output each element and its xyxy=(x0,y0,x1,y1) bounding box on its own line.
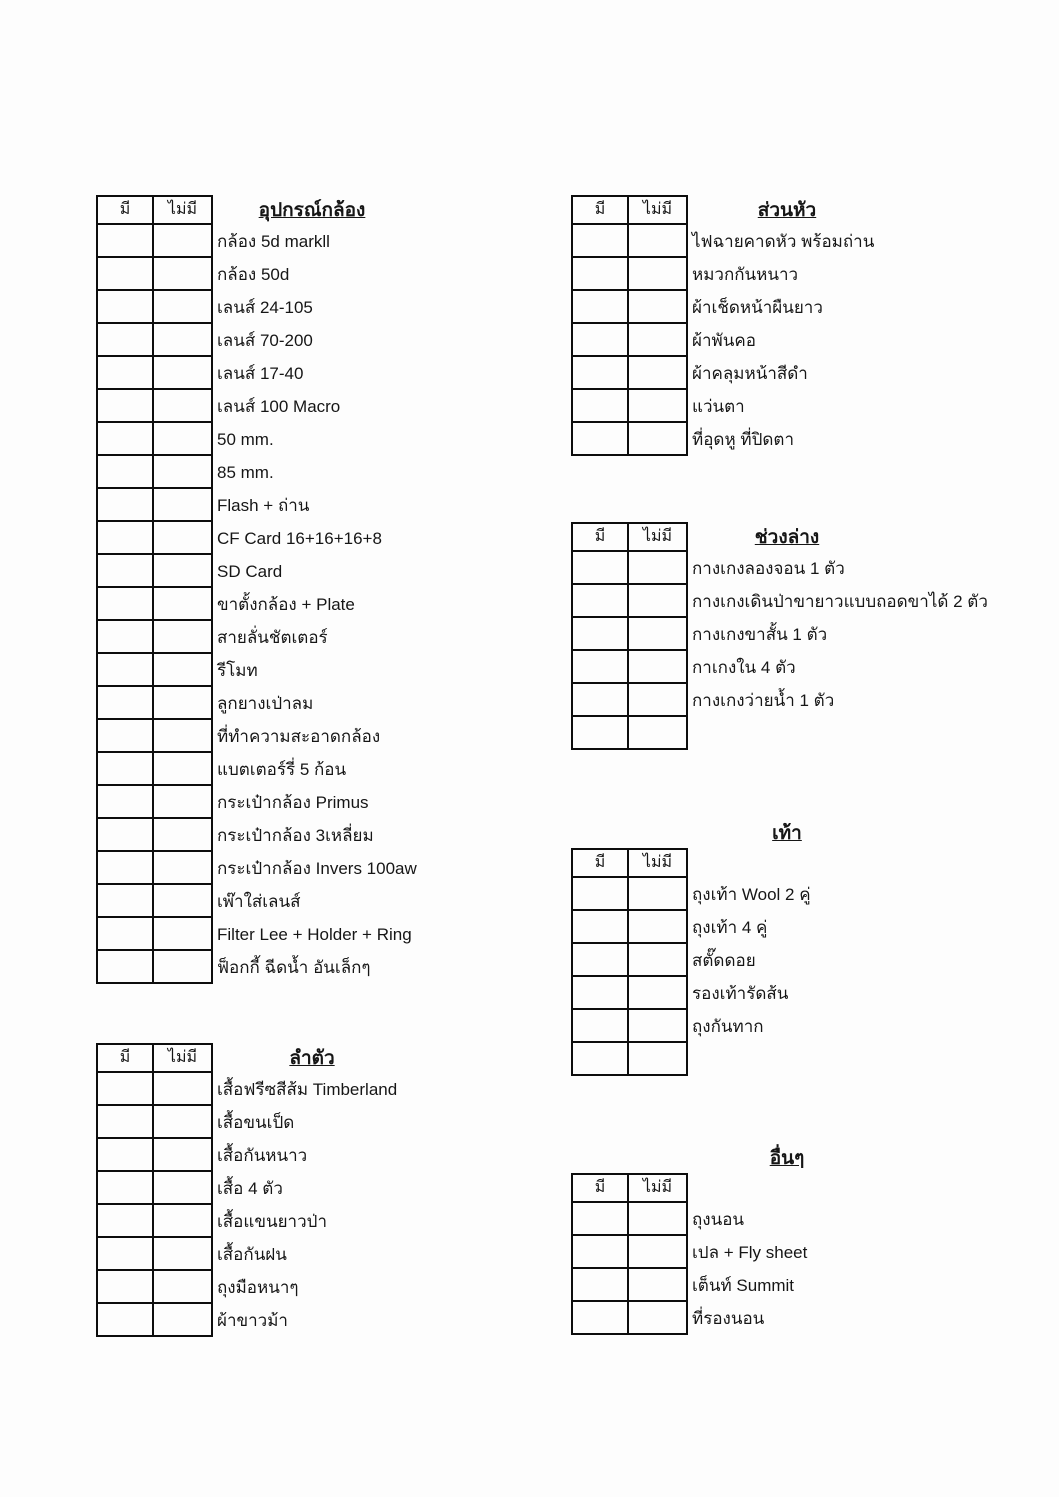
item-label-head-1: หมวกกันหนาว xyxy=(692,265,799,284)
check-cell-have-camera-2 xyxy=(98,291,152,322)
section-torso xyxy=(96,1043,407,1337)
check-cell-not-have-camera-8 xyxy=(154,489,211,520)
labels-others xyxy=(692,1173,807,1335)
check-cell-not-have-camera-10 xyxy=(154,555,211,586)
check-cell-not-have-head-5 xyxy=(629,390,686,421)
check-cell-not-have-camera-21 xyxy=(154,918,211,949)
check-cell-have-camera-1 xyxy=(98,258,152,289)
check-cell-not-have-torso-3 xyxy=(154,1172,211,1203)
item-label-torso-2: เสื้อกันหนาว xyxy=(217,1146,308,1165)
check-cell-not-have-camera-15 xyxy=(154,720,211,751)
check-cell-have-others-0 xyxy=(573,1203,627,1234)
check-cell-not-have-lower-body-1 xyxy=(629,585,686,616)
item-label-camera-6: 50 mm. xyxy=(217,430,274,449)
check-table-torso xyxy=(96,1043,213,1337)
check-cell-have-lower-body-0 xyxy=(573,552,627,583)
section-title-others: อื่นๆ xyxy=(769,1148,805,1169)
check-cell-not-have-head-4 xyxy=(629,357,686,388)
check-table-others xyxy=(571,1173,688,1335)
section-body-head xyxy=(571,195,882,456)
check-cell-not-have-camera-1 xyxy=(154,258,211,289)
check-cell-have-camera-0 xyxy=(98,225,152,256)
check-cell-not-have-torso-5 xyxy=(154,1238,211,1269)
check-cell-not-have-camera-11 xyxy=(154,588,211,619)
item-label-camera-11: ขาตั้งกล้อง + Plate xyxy=(217,595,355,614)
check-cell-have-feet-4 xyxy=(573,1010,627,1041)
item-label-camera-7: 85 mm. xyxy=(217,463,274,482)
section-feet xyxy=(571,818,882,1076)
check-cell-have-lower-body-3 xyxy=(573,651,627,682)
section-others xyxy=(571,1143,882,1335)
not-have-header-cell: ไม่มี xyxy=(629,524,686,550)
item-label-torso-5: เสื้อกันฝน xyxy=(217,1245,287,1264)
labels-lower-body xyxy=(692,522,988,717)
item-label-camera-17: กระเป๋ากล้อง Primus xyxy=(217,793,369,812)
check-cell-have-feet-5 xyxy=(573,1043,627,1074)
check-cell-have-head-5 xyxy=(573,390,627,421)
check-cell-have-torso-5 xyxy=(98,1238,152,1269)
item-label-head-4: ผ้าคลุมหน้าสีดำ xyxy=(692,364,808,383)
item-label-camera-14: ลูกยางเป่าลม xyxy=(217,694,314,713)
item-label-camera-18: กระเป๋ากล้อง 3เหลี่ยม xyxy=(217,826,374,845)
check-cell-not-have-camera-12 xyxy=(154,621,211,652)
item-label-head-3: ผ้าพันคอ xyxy=(692,331,756,350)
check-cell-not-have-camera-7 xyxy=(154,456,211,487)
check-cell-not-have-feet-2 xyxy=(629,944,686,975)
item-label-lower-body-3: กาเกงใน 4 ตัว xyxy=(692,658,796,677)
item-label-camera-16: แบตเตอร์รี่ 5 ก้อน xyxy=(217,760,347,779)
check-cell-have-camera-11 xyxy=(98,588,152,619)
item-label-others-2: เต็นท์ Summit xyxy=(692,1276,795,1295)
check-table-lower-body xyxy=(571,522,688,750)
item-label-torso-7: ผ้าขาวม้า xyxy=(217,1311,288,1330)
item-label-camera-2: เลนส์ 24-105 xyxy=(217,298,313,317)
item-label-camera-4: เลนส์ 17-40 xyxy=(217,364,304,383)
check-cell-have-camera-10 xyxy=(98,555,152,586)
check-cell-have-head-4 xyxy=(573,357,627,388)
item-label-camera-10: SD Card xyxy=(217,562,283,581)
check-cell-not-have-camera-3 xyxy=(154,324,211,355)
item-label-camera-0: กล้อง 5d markll xyxy=(217,232,330,251)
item-label-camera-12: สายลั่นชัตเตอร์ xyxy=(217,628,328,647)
check-cell-have-camera-17 xyxy=(98,786,152,817)
check-cell-not-have-lower-body-4 xyxy=(629,684,686,715)
check-cell-not-have-camera-18 xyxy=(154,819,211,850)
section-head xyxy=(571,195,882,456)
check-cell-not-have-camera-4 xyxy=(154,357,211,388)
check-cell-have-camera-5 xyxy=(98,390,152,421)
check-cell-have-lower-body-4 xyxy=(573,684,627,715)
check-cell-have-head-1 xyxy=(573,258,627,289)
check-cell-not-have-camera-22 xyxy=(154,951,211,982)
check-cell-not-have-camera-19 xyxy=(154,852,211,883)
check-cell-not-have-camera-6 xyxy=(154,423,211,454)
check-cell-not-have-others-3 xyxy=(629,1302,686,1333)
section-title-lower-body: ช่วงล่าง xyxy=(754,527,820,548)
item-label-others-1: เปล + Fly sheet xyxy=(692,1243,808,1262)
not-have-header-cell: ไม่มี xyxy=(629,850,686,876)
check-cell-have-camera-19 xyxy=(98,852,152,883)
check-cell-have-lower-body-2 xyxy=(573,618,627,649)
check-cell-have-torso-7 xyxy=(98,1304,152,1335)
check-cell-not-have-camera-20 xyxy=(154,885,211,916)
item-label-head-2: ผ้าเช็ดหน้าผืนยาว xyxy=(692,298,823,317)
check-cell-not-have-lower-body-2 xyxy=(629,618,686,649)
not-have-header-cell: ไม่มี xyxy=(154,197,211,223)
item-label-feet-3: รองเท้ารัดส้น xyxy=(692,984,789,1003)
have-header-cell: มี xyxy=(573,850,627,876)
check-cell-have-camera-3 xyxy=(98,324,152,355)
check-cell-have-camera-8 xyxy=(98,489,152,520)
check-cell-not-have-torso-2 xyxy=(154,1139,211,1170)
check-cell-have-torso-6 xyxy=(98,1271,152,1302)
check-cell-have-camera-6 xyxy=(98,423,152,454)
check-cell-not-have-torso-7 xyxy=(154,1304,211,1335)
item-label-head-6: ที่อุดหู ที่ปิดตา xyxy=(692,430,795,449)
check-cell-have-feet-3 xyxy=(573,977,627,1008)
check-cell-not-have-torso-4 xyxy=(154,1205,211,1236)
item-label-torso-4: เสื้อแขนยาวป่า xyxy=(217,1212,327,1231)
check-cell-have-camera-7 xyxy=(98,456,152,487)
check-cell-not-have-head-0 xyxy=(629,225,686,256)
check-cell-have-torso-0 xyxy=(98,1073,152,1104)
check-cell-have-camera-9 xyxy=(98,522,152,553)
check-cell-have-camera-16 xyxy=(98,753,152,784)
check-cell-not-have-torso-6 xyxy=(154,1271,211,1302)
item-label-camera-22: ฟ็อกกี้ ฉีดน้ำ อันเล็กๆ xyxy=(217,958,371,977)
item-label-feet-1: ถุงเท้า 4 คู่ xyxy=(692,918,768,937)
item-label-head-5: แว่นตา xyxy=(692,397,745,416)
item-label-lower-body-4: กางเกงว่ายน้ำ 1 ตัว xyxy=(692,691,835,710)
check-cell-have-lower-body-1 xyxy=(573,585,627,616)
check-cell-not-have-head-1 xyxy=(629,258,686,289)
check-cell-have-lower-body-5 xyxy=(573,717,627,748)
labels-camera xyxy=(217,195,417,984)
item-label-camera-15: ที่ทำความสะอาดกล้อง xyxy=(217,727,381,746)
check-cell-not-have-lower-body-5 xyxy=(629,717,686,748)
check-cell-not-have-camera-13 xyxy=(154,654,211,685)
check-cell-have-torso-2 xyxy=(98,1139,152,1170)
check-cell-have-feet-1 xyxy=(573,911,627,942)
check-cell-have-camera-20 xyxy=(98,885,152,916)
check-cell-not-have-camera-5 xyxy=(154,390,211,421)
section-body-lower-body xyxy=(571,522,988,750)
have-header-cell: มี xyxy=(98,1045,152,1071)
check-cell-not-have-torso-0 xyxy=(154,1073,211,1104)
section-lower-body xyxy=(571,522,988,750)
item-label-camera-20: เพ๊าใส่เลนส์ xyxy=(217,892,301,911)
item-label-camera-1: กล้อง 50d xyxy=(217,265,290,284)
check-cell-have-head-3 xyxy=(573,324,627,355)
check-cell-have-head-0 xyxy=(573,225,627,256)
item-label-lower-body-2: กางเกงขาสั้น 1 ตัว xyxy=(692,625,828,644)
check-cell-not-have-torso-1 xyxy=(154,1106,211,1137)
check-cell-have-camera-4 xyxy=(98,357,152,388)
item-label-torso-0: เสื้อฟรีซสีส้ม Timberland xyxy=(217,1080,398,1099)
item-label-camera-21: Filter Lee + Holder + Ring xyxy=(217,925,412,944)
item-label-lower-body-1: กางเกงเดินป่าขายาวแบบถอดขาได้ 2 ตัว xyxy=(692,592,988,611)
section-title-head: ส่วนหัว xyxy=(757,200,817,221)
check-table-feet xyxy=(571,848,688,1076)
section-body-feet xyxy=(571,848,882,1076)
item-label-camera-9: CF Card 16+16+16+8 xyxy=(217,529,382,548)
check-cell-not-have-feet-3 xyxy=(629,977,686,1008)
check-table-camera xyxy=(96,195,213,984)
not-have-header-cell: ไม่มี xyxy=(629,197,686,223)
check-cell-have-head-6 xyxy=(573,423,627,454)
check-cell-not-have-camera-2 xyxy=(154,291,211,322)
check-cell-have-camera-15 xyxy=(98,720,152,751)
item-label-camera-13: รีโมท xyxy=(217,661,258,680)
item-label-lower-body-0: กางเกงลองจอน 1 ตัว xyxy=(692,559,845,578)
check-cell-not-have-camera-0 xyxy=(154,225,211,256)
item-label-feet-4: ถุงกันทาก xyxy=(692,1017,764,1036)
check-cell-not-have-others-2 xyxy=(629,1269,686,1300)
check-cell-have-camera-18 xyxy=(98,819,152,850)
check-cell-not-have-feet-0 xyxy=(629,878,686,909)
check-cell-not-have-lower-body-3 xyxy=(629,651,686,682)
item-label-torso-6: ถุงมือหนาๆ xyxy=(217,1278,299,1297)
check-cell-have-others-3 xyxy=(573,1302,627,1333)
check-cell-not-have-head-6 xyxy=(629,423,686,454)
check-cell-have-camera-13 xyxy=(98,654,152,685)
check-cell-have-feet-0 xyxy=(573,878,627,909)
check-cell-not-have-others-1 xyxy=(629,1236,686,1267)
have-header-cell: มี xyxy=(98,197,152,223)
check-cell-have-head-2 xyxy=(573,291,627,322)
item-label-torso-1: เสื้อขนเป็ด xyxy=(217,1113,295,1132)
check-cell-have-camera-14 xyxy=(98,687,152,718)
check-cell-not-have-head-2 xyxy=(629,291,686,322)
item-label-others-3: ที่รองนอน xyxy=(692,1309,765,1328)
label-spacer-others xyxy=(692,1173,807,1203)
check-cell-have-others-1 xyxy=(573,1236,627,1267)
item-label-camera-19: กระเป๋ากล้อง Invers 100aw xyxy=(217,859,417,878)
section-body-camera xyxy=(96,195,417,984)
item-label-camera-3: เลนส์ 70-200 xyxy=(217,331,313,350)
check-cell-have-others-2 xyxy=(573,1269,627,1300)
section-body-others xyxy=(571,1173,882,1335)
check-cell-have-camera-12 xyxy=(98,621,152,652)
check-table-head xyxy=(571,195,688,456)
section-title-camera: อุปกรณ์กล้อง xyxy=(258,200,366,221)
labels-feet xyxy=(692,848,811,1043)
check-cell-have-camera-22 xyxy=(98,951,152,982)
item-label-others-0: ถุงนอน xyxy=(692,1210,745,1229)
not-have-header-cell: ไม่มี xyxy=(154,1045,211,1071)
check-cell-not-have-camera-9 xyxy=(154,522,211,553)
check-cell-have-feet-2 xyxy=(573,944,627,975)
check-cell-not-have-camera-16 xyxy=(154,753,211,784)
check-cell-not-have-lower-body-0 xyxy=(629,552,686,583)
check-cell-not-have-others-0 xyxy=(629,1203,686,1234)
labels-torso xyxy=(217,1043,407,1337)
item-label-torso-3: เสื้อ 4 ตัว xyxy=(217,1179,283,1198)
check-cell-have-torso-1 xyxy=(98,1106,152,1137)
section-title-feet: เท้า xyxy=(772,823,802,844)
check-cell-have-camera-21 xyxy=(98,918,152,949)
item-label-feet-2: สตั๊ดดอย xyxy=(692,951,756,970)
have-header-cell: มี xyxy=(573,524,627,550)
item-label-feet-0: ถุงเท้า Wool 2 คู่ xyxy=(692,885,811,904)
check-cell-not-have-head-3 xyxy=(629,324,686,355)
labels-head xyxy=(692,195,882,456)
section-body-torso xyxy=(96,1043,407,1337)
item-label-head-0: ไฟฉายคาดหัว พร้อมถ่าน xyxy=(692,232,875,251)
not-have-header-cell: ไม่มี xyxy=(629,1175,686,1201)
item-label-camera-8: Flash + ถ่าน xyxy=(217,496,310,515)
check-cell-not-have-camera-14 xyxy=(154,687,211,718)
check-cell-not-have-camera-17 xyxy=(154,786,211,817)
check-cell-not-have-feet-5 xyxy=(629,1043,686,1074)
item-label-camera-5: เลนส์ 100 Macro xyxy=(217,397,341,416)
have-header-cell: มี xyxy=(573,1175,627,1201)
section-camera-equipment xyxy=(96,195,417,984)
check-cell-have-torso-4 xyxy=(98,1205,152,1236)
check-cell-have-torso-3 xyxy=(98,1172,152,1203)
check-cell-not-have-feet-4 xyxy=(629,1010,686,1041)
have-header-cell: มี xyxy=(573,197,627,223)
label-spacer-feet xyxy=(692,848,811,878)
check-cell-not-have-feet-1 xyxy=(629,911,686,942)
section-title-torso: ลำตัว xyxy=(289,1048,335,1069)
